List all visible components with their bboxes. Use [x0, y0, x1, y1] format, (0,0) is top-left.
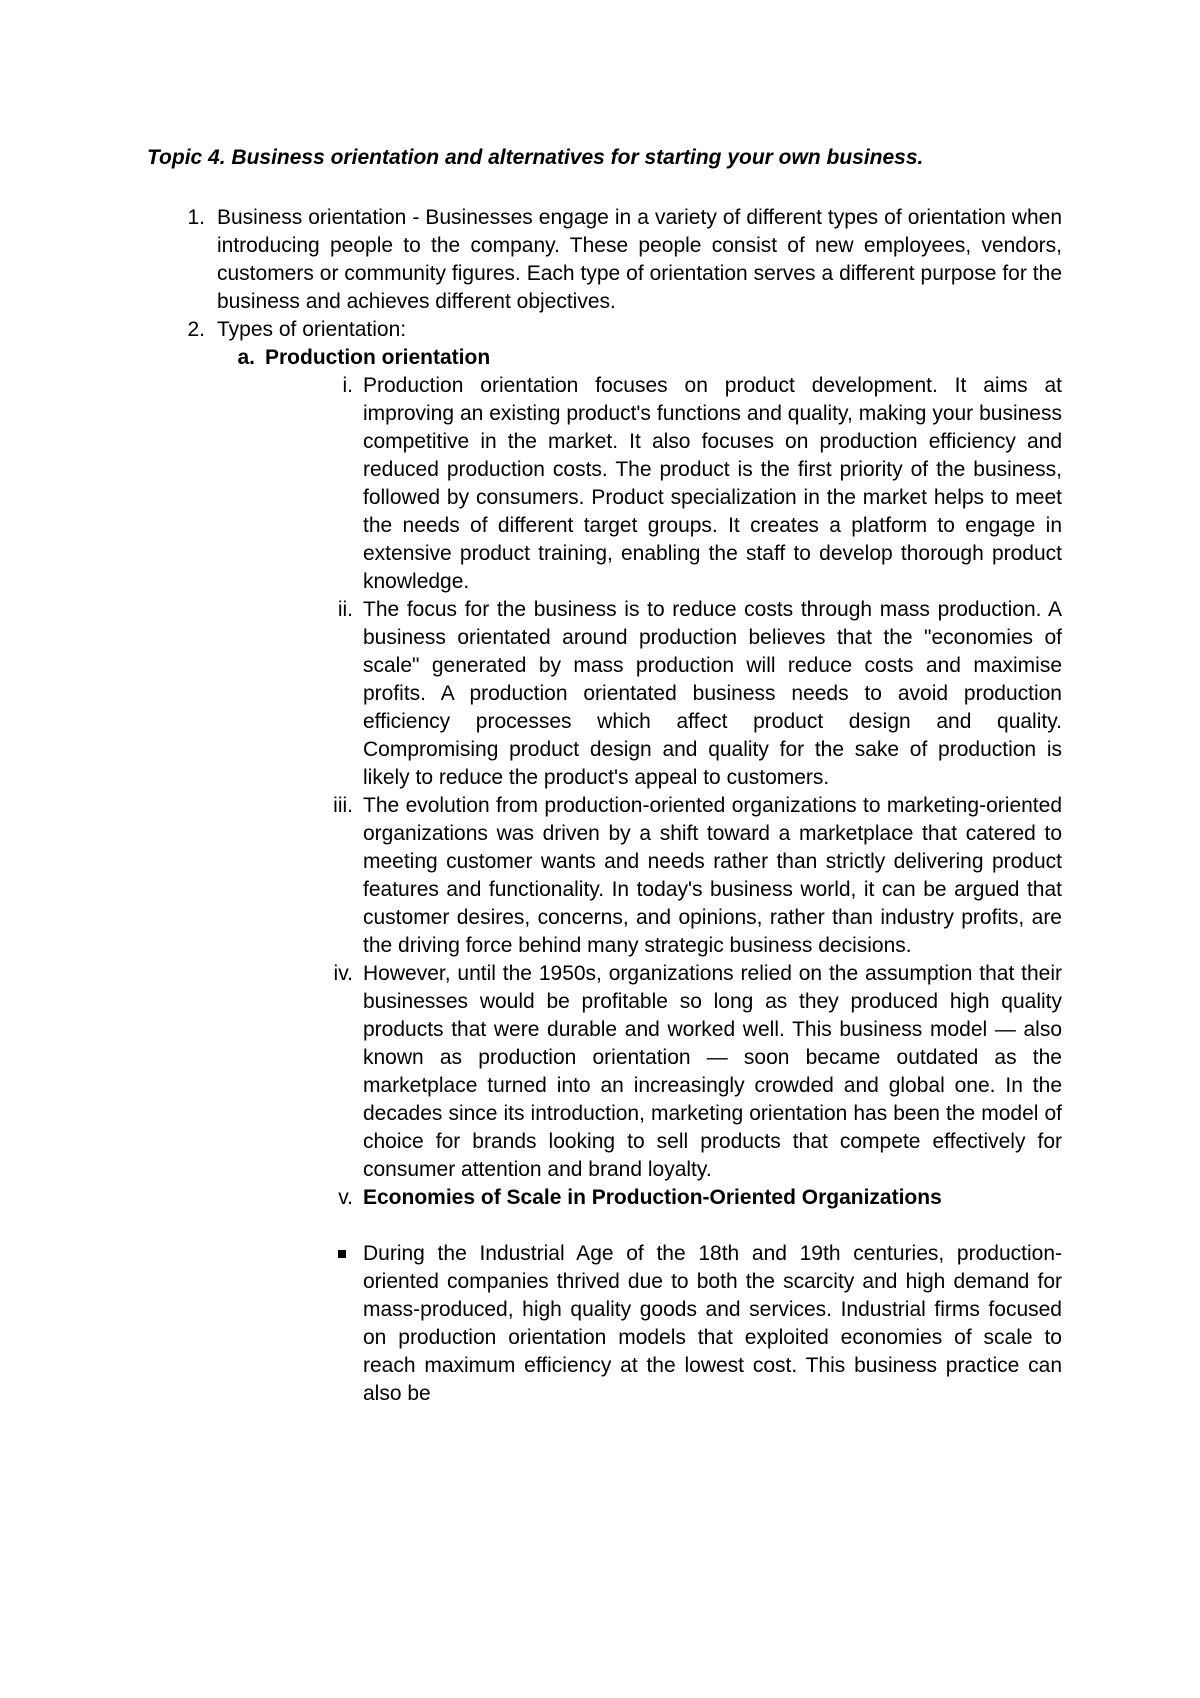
subitem-iv	[333, 960, 1062, 1184]
subitem-text: The evolution from production-oriented organizations to marketing-oriented organizations was driven by a shift toward a marketplace that catered to meeting customer wants and needs rather than strictly delivering product features and functionality. In today's business world, it can be argued that customer desires, concerns, and opinions, rather than industry profits, are the driving force behind many strategic business decisions.	[363, 794, 1062, 957]
list-marker: 2.	[187, 318, 205, 341]
list-marker: 1.	[187, 206, 205, 229]
list-item-text: Types of orientation:	[217, 318, 407, 341]
document-body	[0, 204, 1200, 1408]
document-title: Topic 4. Business orientation and alternatives for starting your own business.	[147, 146, 924, 169]
subitem-heading: Economies of Scale in Production-Oriented Organizations	[363, 1186, 942, 1209]
bullet-text: During the Industrial Age of the 18th and 19th centuries, production-oriented companies thrived due to both the scarcity and high demand for mass-produced, high quality goods and services. Industrial firms focused on production orientation models that exploited economies of scale to reach maximum efficiency at the lowest cost. This business practice can also be	[363, 1242, 1062, 1405]
subitem-i	[342, 372, 1062, 596]
list-item-text: Business orientation - Businesses engage in a variety of different types of orientation when introducing people to the company. These people consist of new employees, vendors, customers or community figures. Each type of orientation serves a different purpose for the business and achieves different objectives.	[217, 206, 1062, 313]
paragraph-spacer	[0, 1212, 1200, 1240]
subsection-heading	[237, 344, 1062, 372]
roman-marker: i.	[342, 374, 353, 397]
subitem-text: The focus for the business is to reduce costs through mass production. A business orientated around production believes that the "economies of scale" generated by mass production will reduce costs and maximise profits. A production orientated business needs to avoid production efficiency processes which affect product design and quality. Compromising product design and quality for the sake of production is likely to reduce the product's appeal to customers.	[363, 598, 1062, 789]
subitem-iii	[333, 792, 1062, 960]
roman-marker: iv.	[333, 962, 353, 985]
subitem-text: However, until the 1950s, organizations relied on the assumption that their businesses would be profitable so long as they produced high quality products that were durable and worked well. This business model — also known as production orientation — soon became outdated as the marketplace turned into an increasingly crowded and global one. In the decades since its introduction, marketing orientation has been the model of choice for brands looking to sell products that compete effectively for consumer attention and brand loyalty.	[363, 962, 1062, 1181]
subitem-text: Production orientation focuses on product development. It aims at improving an existing product's functions and quality, making your business competitive in the market. It also focuses on production efficiency and reduced production costs. The product is the first priority of the business, followed by consumers. Product specialization in the market helps to meet the needs of different target groups. It creates a platform to engage in extensive product training, enabling the staff to develop thorough product knowledge.	[363, 374, 1062, 593]
roman-marker: ii.	[337, 598, 353, 621]
subsection-title: Production orientation	[265, 346, 491, 369]
subitem-ii	[337, 596, 1062, 792]
list-item-2	[187, 316, 1062, 344]
subitem-v	[338, 1184, 1062, 1212]
roman-marker: v.	[338, 1186, 353, 1209]
subsection-marker: a.	[237, 346, 255, 369]
bullet-item	[363, 1240, 1062, 1408]
list-item-1	[187, 204, 1062, 316]
square-bullet-icon	[338, 1250, 346, 1258]
roman-marker: iii.	[333, 794, 353, 817]
